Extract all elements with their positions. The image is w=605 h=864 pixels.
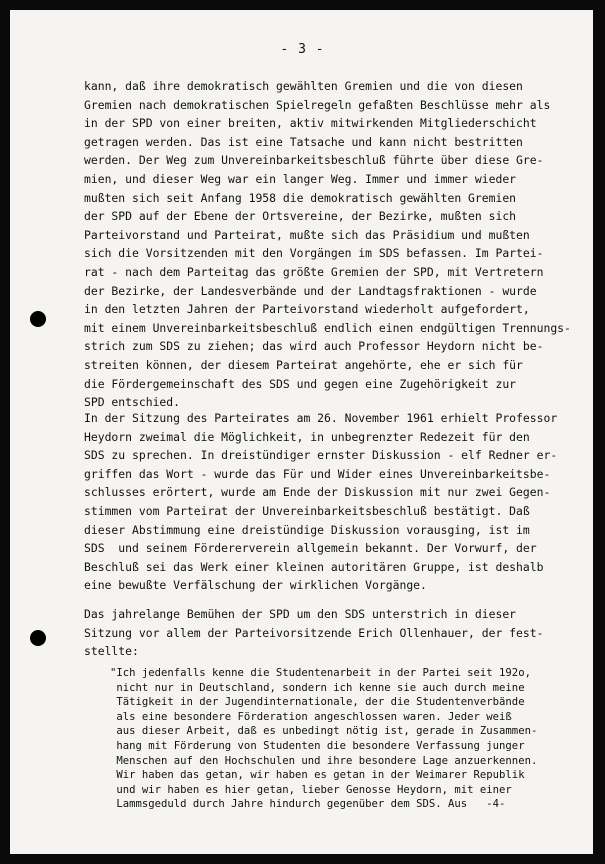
- text-line: dieser Abstimmung eine dreistündige Diskussion vorausging, ist im: [84, 522, 530, 537]
- quote-line: Menschen auf den Hochschulen und ihre besondere Lage anzuerkennen.: [110, 754, 538, 767]
- text-line: In der Sitzung des Parteirates am 26. November 1961 erhielt Professor: [84, 411, 558, 425]
- page-number: - 3 -: [280, 42, 325, 57]
- quote-line: Lammsgeduld durch Jahre hindurch gegenüber dem SDS. Aus -4-: [110, 798, 506, 811]
- quote-line: aus dieser Arbeit, daß es unbedingt nötig ist, gerade in Zusammen-: [110, 725, 538, 738]
- text-line: SDS und seinem Fördererverein allgemein bekannt. Der Vorwurf, der: [84, 541, 537, 556]
- text-line: getragen werden. Das ist eine Tatsache und kann nicht bestritten: [84, 134, 523, 149]
- text-line: der SPD auf der Ebene der Ortsvereine, der Bezirke, mußten sich: [84, 209, 517, 224]
- paragraph-1: [84, 77, 570, 412]
- text-line: SPD entschied.: [84, 395, 181, 410]
- quotation-block: [110, 666, 580, 812]
- text-line: der Bezirke, der Landesverbände und der Landtagsfraktionen - wurde: [84, 283, 537, 298]
- text-line: strich zum SDS zu ziehen; das wird auch Professor Heydorn nicht be-: [84, 339, 544, 354]
- scan-border-bottom: [0, 854, 605, 864]
- text-line: in den letzten Jahren der Parteivorstand wiederholt aufgefordert,: [84, 302, 530, 317]
- text-line: Sitzung vor allem der Parteivorsitzende Erich Ollenhauer, der fest-: [84, 625, 544, 640]
- punch-hole-lower: [30, 630, 46, 646]
- paragraph-2: [84, 409, 570, 595]
- text-line: Heydorn zweimal die Möglichkeit, in unbegrenzter Redezeit für den: [84, 429, 530, 444]
- quote-line: und wir haben es hier getan, lieber Genosse Heydorn, mit einer: [110, 783, 512, 796]
- paragraph-3: [84, 605, 570, 661]
- text-line: Beschluß sei das Werk einer kleinen autoritären Gruppe, ist deshalb: [84, 559, 544, 574]
- text-line: die Fördergemeinschaft des SDS und gegen eine Zugehörigkeit zur: [84, 376, 517, 391]
- text-line: Das jahrelange Bemühen der SPD um den SDS unterstrich in dieser: [84, 607, 517, 621]
- quote-line: Wir haben das getan, wir haben es getan in der Weimarer Republik: [110, 769, 525, 782]
- scan-border-right: [593, 0, 605, 864]
- quote-line: nicht nur in Deutschland, sondern ich kenne sie auch durch meine: [110, 681, 525, 694]
- text-line: stimmen vom Parteirat der Unvereinbarkeitsbeschluß bestätigt. Daß: [84, 503, 530, 518]
- quote-line: hang mit Förderung von Studenten die besondere Verfassung junger: [110, 739, 525, 752]
- quote-line: als eine besondere Förderation angeschlossen waren. Jeder weiß: [110, 710, 512, 723]
- text-line: schlusses erörtert, wurde am Ende der Diskussion mit nur zwei Gegen-: [84, 485, 551, 500]
- scan-border-left: [0, 0, 10, 864]
- text-line: werden. Der Weg zum Unvereinbarkeitsbeschluß führte über diese Gre-: [84, 153, 544, 168]
- text-line: mit einem Unvereinbarkeitsbeschluß endlich einen endgültigen Trennungs-: [84, 320, 571, 335]
- punch-hole-upper: [30, 311, 46, 327]
- text-line: kann, daß ihre demokratisch gewählten Gremien und die von diesen: [84, 79, 523, 93]
- text-line: SDS zu sprechen. In dreistündiger ernster Diskussion - elf Redner er-: [84, 448, 558, 463]
- text-line: eine bewußte Verfälschung der wirklichen Vorgänge.: [84, 578, 427, 593]
- text-line: mien, und dieser Weg war ein langer Weg. Immer und immer wieder: [84, 171, 517, 186]
- text-line: in der SPD von einer breiten, aktiv mitwirkenden Mitgliederschicht: [84, 116, 537, 131]
- quote-line: "Ich jedenfalls kenne die Studentenarbeit in der Partei seit 192o,: [110, 667, 531, 679]
- text-line: streiten können, der diesem Parteirat angehörte, ehe er sich für: [84, 357, 523, 372]
- text-line: griffen das Wort - wurde das Für und Wider eines Unvereinbarkeitsbe-: [84, 466, 551, 481]
- text-line: mußten sich seit Anfang 1958 die demokratisch gewählten Gremien: [84, 190, 517, 205]
- text-line: sich die Vorsitzenden mit den Vorgängen im SDS befassen. Im Partei-: [84, 246, 544, 261]
- text-line: Parteivorstand und Parteirat, mußte sich das Präsidium und mußten: [84, 227, 530, 242]
- text-line: stellte:: [84, 644, 139, 659]
- scan-border-top: [0, 0, 605, 10]
- text-line: rat - nach dem Parteitag das größte Gremien der SPD, mit Vertretern: [84, 264, 544, 279]
- text-line: Gremien nach demokratischen Spielregeln gefaßten Beschlüsse mehr als: [84, 97, 551, 112]
- quote-line: Tätigkeit in der Jugendinternationale, der die Studentenverbände: [110, 696, 525, 709]
